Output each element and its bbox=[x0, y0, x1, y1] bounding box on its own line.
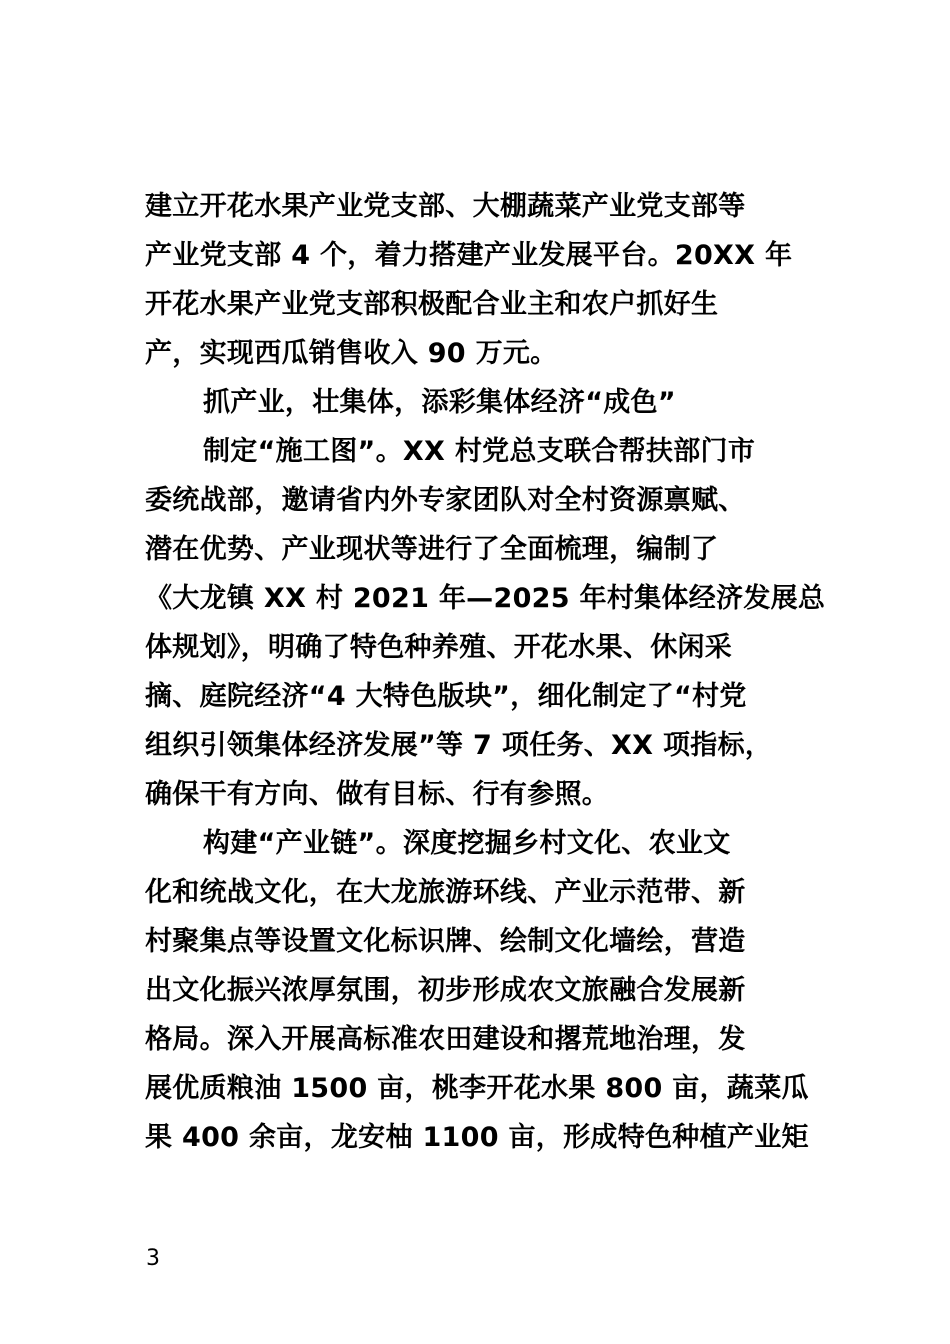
page-number: 3 bbox=[146, 1246, 160, 1271]
text-line-11: 摘、庭院经济“4 大特色版块”，细化制定了“村党 bbox=[145, 681, 747, 712]
text-line-9: 《大龙镇 XX 村 2021 年—2025 年村集体经济发展总 bbox=[145, 583, 826, 614]
text-line-8: 潜在优势、产业现状等进行了全面梳理，编制了 bbox=[145, 534, 719, 565]
text-line-3: 开花水果产业党支部积极配合业主和农户抓好生 bbox=[145, 289, 719, 320]
body-text bbox=[145, 182, 826, 1162]
text-line-4: 产，实现西瓜销售收入 90 万元。 bbox=[145, 338, 558, 369]
text-line-13: 确保干有方向、做有目标、行有参照。 bbox=[145, 779, 610, 810]
text-line-10: 体规划》，明确了特色种养殖、开花水果、休闲采 bbox=[145, 632, 733, 663]
text-line-20: 果 400 余亩，龙安柚 1100 亩，形成特色种植产业矩 bbox=[145, 1122, 809, 1153]
section-heading: 抓产业，壮集体，添彩集体经济“成色” bbox=[203, 387, 676, 418]
text-line-14: 构建“产业链”。深度挖掘乡村文化、农业文 bbox=[203, 828, 731, 859]
text-line-6: 制定“施工图”。XX 村党总支联合帮扶部门市 bbox=[203, 436, 756, 467]
text-line-12: 组织引领集体经济发展”等 7 项任务、XX 项指标， bbox=[145, 730, 773, 761]
text-line-7: 委统战部，邀请省内外专家团队对全村资源禀赋、 bbox=[145, 485, 746, 516]
text-line-1: 建立开花水果产业党支部、大棚蔬菜产业党支部等 bbox=[145, 191, 746, 222]
text-line-17: 出文化振兴浓厚氛围，初步形成农文旅融合发展新 bbox=[145, 975, 746, 1006]
text-line-18: 格局。深入开展高标准农田建设和撂荒地治理，发 bbox=[145, 1024, 746, 1055]
text-line-2: 产业党支部 4 个，着力搭建产业发展平台。20XX 年 bbox=[145, 240, 793, 271]
text-line-19: 展优质粮油 1500 亩，桃李开花水果 800 亩，蔬菜瓜 bbox=[145, 1073, 809, 1104]
text-line-15: 化和统战文化，在大龙旅游环线、产业示范带、新 bbox=[145, 877, 746, 908]
text-line-16: 村聚集点等设置文化标识牌、绘制文化墙绘，营造 bbox=[145, 926, 746, 957]
